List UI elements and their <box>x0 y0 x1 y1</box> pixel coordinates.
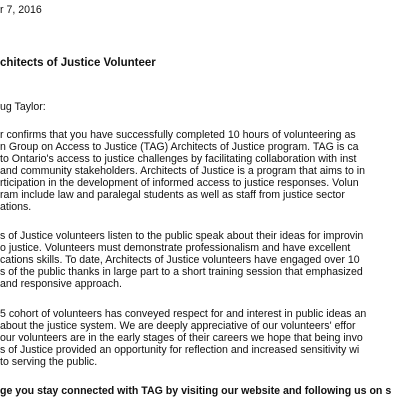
paragraph-line: 5 cohort of volunteers has conveyed respect for and interest in public ideas an <box>0 308 367 320</box>
paragraph-line: s of the public thanks in large part to a short training session that emphasized <box>0 266 363 278</box>
paragraph-line: ations. <box>0 201 32 213</box>
paragraph-line: rticipation in the development of informed access to justice responses. Volun <box>0 177 359 189</box>
paragraph-line: to Ontario's access to justice challenges by facilitating collaboration with inst <box>0 153 357 165</box>
letter-salutation: ug Taylor: <box>0 101 46 113</box>
letter-closing: ge you stay connected with TAG by visiting our website and following us on s <box>0 385 392 397</box>
paragraph-line: n Group on Access to Justice (TAG) Architects of Justice program. TAG is ca <box>0 141 359 153</box>
paragraph-line: s of Justice provided an opportunity for reflection and increased sensitivity wi <box>0 344 360 356</box>
paragraph-line: ram include law and paralegal students as well as staff from justice sector <box>0 189 345 201</box>
paragraph-line: to serving the public. <box>0 356 98 368</box>
paragraph-line: s of Justice volunteers listen to the public speak about their ideas for improvin <box>0 230 364 242</box>
paragraph-line: and responsive approach. <box>0 278 122 290</box>
paragraph-line: about the justice system. We are deeply appreciative of our volunteers' effor <box>0 320 356 332</box>
paragraph-line: and community stakeholders. Architects of Justice is a program that aims to in <box>0 165 366 177</box>
paragraph-line: r confirms that you have successfully completed 10 hours of volunteering as <box>0 129 356 141</box>
letter-date: r 7, 2016 <box>0 4 42 16</box>
letter-subject: chitects of Justice Volunteer <box>0 57 156 69</box>
paragraph-line: our volunteers are in the early stages of their careers we hope that being invo <box>0 332 363 344</box>
paragraph-line: o justice. Volunteers must demonstrate professionalism and have excellent <box>0 242 351 254</box>
paragraph-line: cations skills. To date, Architects of Justice volunteers have engaged over 10 <box>0 254 360 266</box>
